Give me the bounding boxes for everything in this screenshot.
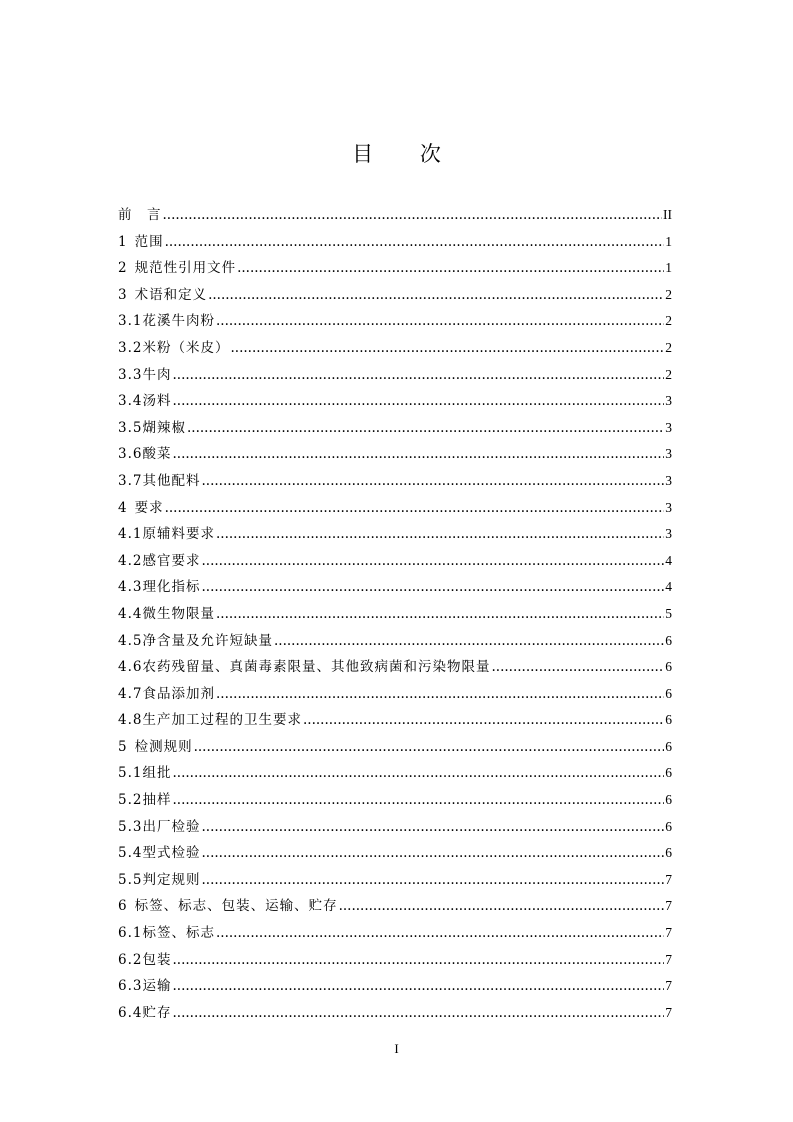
- toc-title: 目 次: [352, 142, 461, 166]
- toc-leader-dots: [187, 420, 664, 436]
- toc-entry[interactable]: [118, 203, 672, 230]
- toc-leader-dots: [172, 393, 664, 409]
- toc-entry-text: 组批: [142, 765, 172, 782]
- toc-leader-dots: [303, 712, 664, 728]
- toc-leader-dots: [339, 898, 665, 914]
- toc-entry-text: 煳辣椒: [142, 419, 186, 436]
- toc-leader-dots: [216, 526, 664, 542]
- toc-leader-dots: [491, 659, 664, 675]
- toc-entry-label: [118, 894, 338, 914]
- toc-entry[interactable]: [118, 815, 672, 842]
- toc-entry-number: 4.8: [118, 712, 143, 729]
- toc-entry-label: [118, 416, 186, 436]
- toc-entry-label: [118, 708, 302, 728]
- toc-entry-label: [118, 682, 215, 702]
- toc-entry[interactable]: [118, 1001, 672, 1028]
- toc-leader-dots: [237, 260, 664, 276]
- toc-entry-label: [118, 841, 200, 861]
- toc-entry[interactable]: [118, 496, 672, 523]
- toc-leader-dots: [201, 819, 664, 835]
- toc-leader-dots: [216, 686, 664, 702]
- toc-entry-label: [118, 602, 215, 622]
- toc-entry-text: 米粉（米皮）: [142, 339, 230, 356]
- toc-entry-number: 3: [118, 286, 128, 303]
- toc-entry-page: 3: [665, 446, 672, 462]
- toc-entry-number: 3.2: [118, 339, 143, 356]
- toc-entry[interactable]: [118, 389, 672, 416]
- toc-entry-page: 6: [665, 792, 672, 808]
- toc-leader-dots: [172, 792, 664, 808]
- toc-leader-dots: [172, 367, 664, 383]
- toc-entry-label: [118, 230, 164, 250]
- toc-entry[interactable]: [118, 230, 672, 257]
- toc-entry[interactable]: [118, 894, 672, 921]
- toc-entry-page: 7: [665, 978, 672, 994]
- toc-entry-text: 净含量及允许短缺量: [142, 632, 273, 649]
- toc-entry-number: 4.7: [118, 685, 143, 702]
- toc-leader-dots: [201, 553, 664, 569]
- toc-entry-text: 生产加工过程的卫生要求: [142, 712, 302, 729]
- toc-leader-dots: [172, 765, 664, 781]
- toc-entry-page: 3: [665, 472, 672, 488]
- toc-entry-number: 4: [118, 499, 128, 516]
- toc-leader-dots: [201, 845, 664, 861]
- toc-entry-page: 4: [665, 579, 672, 595]
- toc-leader-dots: [230, 340, 664, 356]
- toc-entry-page: 7: [665, 925, 672, 941]
- toc-entry[interactable]: [118, 868, 672, 895]
- toc-entry-page: 3: [665, 526, 672, 542]
- toc-leader-dots: [208, 287, 664, 303]
- toc-entry-label: [118, 1001, 171, 1021]
- toc-entry-label: [118, 522, 215, 542]
- toc-entry[interactable]: [118, 416, 672, 443]
- toc-entry-text: 感官要求: [142, 552, 201, 569]
- toc-entry-number: 6.1: [118, 925, 143, 942]
- toc-entry-text: 范围: [134, 233, 164, 250]
- toc-entry-page: 6: [665, 845, 672, 861]
- toc-entry-page: 4: [665, 552, 672, 568]
- toc-entry-number: 4.1: [118, 526, 143, 543]
- toc-entry-text: 标签、标志、包装、运输、贮存: [134, 898, 338, 915]
- toc-entry[interactable]: [118, 283, 672, 310]
- toc-entry-text: 原辅料要求: [142, 526, 215, 543]
- toc-entry-page: 6: [665, 738, 672, 754]
- toc-entry-label: [118, 948, 171, 968]
- toc-entry-label: [118, 496, 164, 516]
- toc-entry-text: 贮存: [142, 1004, 172, 1021]
- toc-entry[interactable]: [118, 629, 672, 656]
- toc-entry-page: 3: [665, 499, 672, 515]
- toc-entry-page: 3: [665, 419, 672, 435]
- toc-entry-number: 5.2: [118, 792, 143, 809]
- toc-entry-label: [118, 761, 171, 781]
- toc-leader-dots: [165, 500, 665, 516]
- toc-entry-number: 4.4: [118, 605, 143, 622]
- toc-entry-page: 6: [665, 685, 672, 701]
- toc-entry-number: 4.3: [118, 579, 143, 596]
- toc-entry[interactable]: [118, 974, 672, 1001]
- toc-entry-number: 6.3: [118, 978, 143, 995]
- toc-entry-text: 酸菜: [142, 446, 172, 463]
- toc-entry-number: 1: [118, 233, 128, 250]
- toc-entry-page: 6: [665, 632, 672, 648]
- toc-leader-dots: [172, 978, 664, 994]
- toc-entry-number: 5.1: [118, 765, 143, 782]
- toc-leader-dots: [163, 207, 663, 223]
- toc-entry-text: 检测规则: [134, 738, 193, 755]
- toc-entry[interactable]: [118, 921, 672, 948]
- toc-entry-label: [118, 442, 171, 462]
- toc-entry-text: 出厂检验: [142, 818, 201, 835]
- toc-leader-dots: [165, 234, 665, 250]
- toc-entry[interactable]: [118, 309, 672, 336]
- toc-leader-dots: [216, 925, 664, 941]
- toc-entry[interactable]: [118, 336, 672, 363]
- toc-entry-label: [118, 815, 200, 835]
- toc-entry-page: 6: [665, 712, 672, 728]
- toc-entry[interactable]: [118, 469, 672, 496]
- toc-entry-label: [118, 389, 171, 409]
- toc-leader-dots: [274, 633, 664, 649]
- toc-entry-number: 3.3: [118, 366, 143, 383]
- toc-entry-text: 规范性引用文件: [134, 260, 237, 277]
- toc-entry-page: 3: [665, 393, 672, 409]
- toc-leader-dots: [201, 579, 664, 595]
- toc-entry-number: 2: [118, 260, 128, 277]
- toc-entry[interactable]: [118, 522, 672, 549]
- toc-leader-dots: [194, 739, 665, 755]
- toc-entry-label: [118, 309, 215, 329]
- toc-entry-page: 7: [665, 1004, 672, 1020]
- table-of-contents: [118, 203, 672, 1027]
- toc-entry-label: [118, 575, 200, 595]
- toc-entry-page: 7: [665, 871, 672, 887]
- toc-entry-number: 4.6: [118, 659, 143, 676]
- toc-entry-number: 3.4: [118, 393, 143, 410]
- toc-entry-number: 5.5: [118, 871, 143, 888]
- toc-entry-number: 3.7: [118, 472, 143, 489]
- toc-entry-label: [118, 921, 215, 941]
- toc-entry-text: 汤料: [142, 393, 172, 410]
- toc-entry-label: [118, 868, 200, 888]
- toc-entry[interactable]: [118, 948, 672, 975]
- toc-entry-label: [118, 549, 200, 569]
- toc-entry-label: [118, 363, 171, 383]
- toc-entry-text: 要求: [134, 499, 164, 516]
- toc-entry-label: [118, 256, 236, 276]
- toc-entry-number: 3.5: [118, 419, 143, 436]
- toc-entry-page: 2: [665, 313, 672, 329]
- toc-entry-label: [118, 203, 162, 223]
- page-number: I: [394, 1041, 399, 1056]
- toc-entry-text: 食品添加剂: [142, 685, 215, 702]
- toc-entry-text: 微生物限量: [142, 605, 215, 622]
- toc-entry[interactable]: [118, 682, 672, 709]
- toc-leader-dots: [172, 952, 664, 968]
- toc-leader-dots: [201, 872, 664, 888]
- toc-entry[interactable]: [118, 256, 672, 283]
- toc-entry-text: 标签、标志: [142, 925, 215, 942]
- toc-entry-text: 牛肉: [142, 366, 172, 383]
- toc-entry-label: [118, 629, 273, 649]
- toc-entry-page: 2: [665, 286, 672, 302]
- toc-entry-text: 术语和定义: [134, 286, 208, 303]
- toc-entry-label: [118, 469, 200, 489]
- toc-entry-label: [118, 655, 490, 675]
- toc-leader-dots: [201, 473, 664, 489]
- toc-entry-text: 型式检验: [142, 845, 201, 862]
- toc-entry-number: 6.2: [118, 951, 143, 968]
- toc-entry-text: 农药残留量、真菌毒素限量、其他致病菌和污染物限量: [142, 659, 491, 676]
- toc-entry-page: 7: [665, 898, 672, 914]
- toc-entry-label: [118, 735, 193, 755]
- toc-entry-text: 花溪牛肉粉: [142, 313, 215, 330]
- toc-entry-text: 包装: [142, 951, 172, 968]
- toc-entry[interactable]: [118, 761, 672, 788]
- toc-entry-page: 6: [665, 818, 672, 834]
- toc-leader-dots: [172, 446, 664, 462]
- toc-entry-page: II: [663, 207, 672, 222]
- toc-entry-number: 3.1: [118, 313, 143, 330]
- toc-entry-text: 理化指标: [142, 579, 201, 596]
- toc-entry[interactable]: [118, 442, 672, 469]
- toc-entry-page: 2: [665, 366, 672, 382]
- toc-entry[interactable]: [118, 655, 672, 682]
- toc-entry-number: 5.3: [118, 818, 143, 835]
- toc-entry-text: 判定规则: [142, 871, 201, 888]
- toc-entry-page: 1: [665, 233, 672, 249]
- toc-entry-label: [118, 283, 207, 303]
- toc-entry[interactable]: [118, 708, 672, 735]
- toc-entry-text: 其他配料: [142, 472, 201, 489]
- toc-entry-number: 6.4: [118, 1004, 143, 1021]
- toc-entry[interactable]: [118, 788, 672, 815]
- toc-entry[interactable]: [118, 841, 672, 868]
- toc-entry-text: 抽样: [142, 792, 172, 809]
- toc-leader-dots: [216, 313, 664, 329]
- toc-entry-page: 6: [665, 765, 672, 781]
- toc-entry-number: 6: [118, 898, 128, 915]
- toc-entry-text: 运输: [142, 978, 172, 995]
- toc-entry-page: 2: [665, 339, 672, 355]
- toc-entry-page: 6: [665, 659, 672, 675]
- toc-entry-text: 前 言: [118, 207, 162, 223]
- toc-entry-page: 1: [665, 260, 672, 276]
- toc-entry[interactable]: [118, 363, 672, 390]
- toc-leader-dots: [172, 1005, 664, 1021]
- toc-entry[interactable]: [118, 549, 672, 576]
- toc-entry[interactable]: [118, 575, 672, 602]
- toc-leader-dots: [216, 606, 664, 622]
- toc-entry-label: [118, 788, 171, 808]
- toc-entry-page: 5: [665, 605, 672, 621]
- toc-entry-page: 7: [665, 951, 672, 967]
- toc-entry-label: [118, 974, 171, 994]
- toc-entry[interactable]: [118, 735, 672, 762]
- toc-entry-number: 3.6: [118, 446, 143, 463]
- toc-entry-label: [118, 336, 229, 356]
- toc-entry-number: 4.5: [118, 632, 143, 649]
- toc-entry-number: 5: [118, 738, 128, 755]
- toc-entry[interactable]: [118, 602, 672, 629]
- toc-entry-number: 4.2: [118, 552, 143, 569]
- toc-entry-number: 5.4: [118, 845, 143, 862]
